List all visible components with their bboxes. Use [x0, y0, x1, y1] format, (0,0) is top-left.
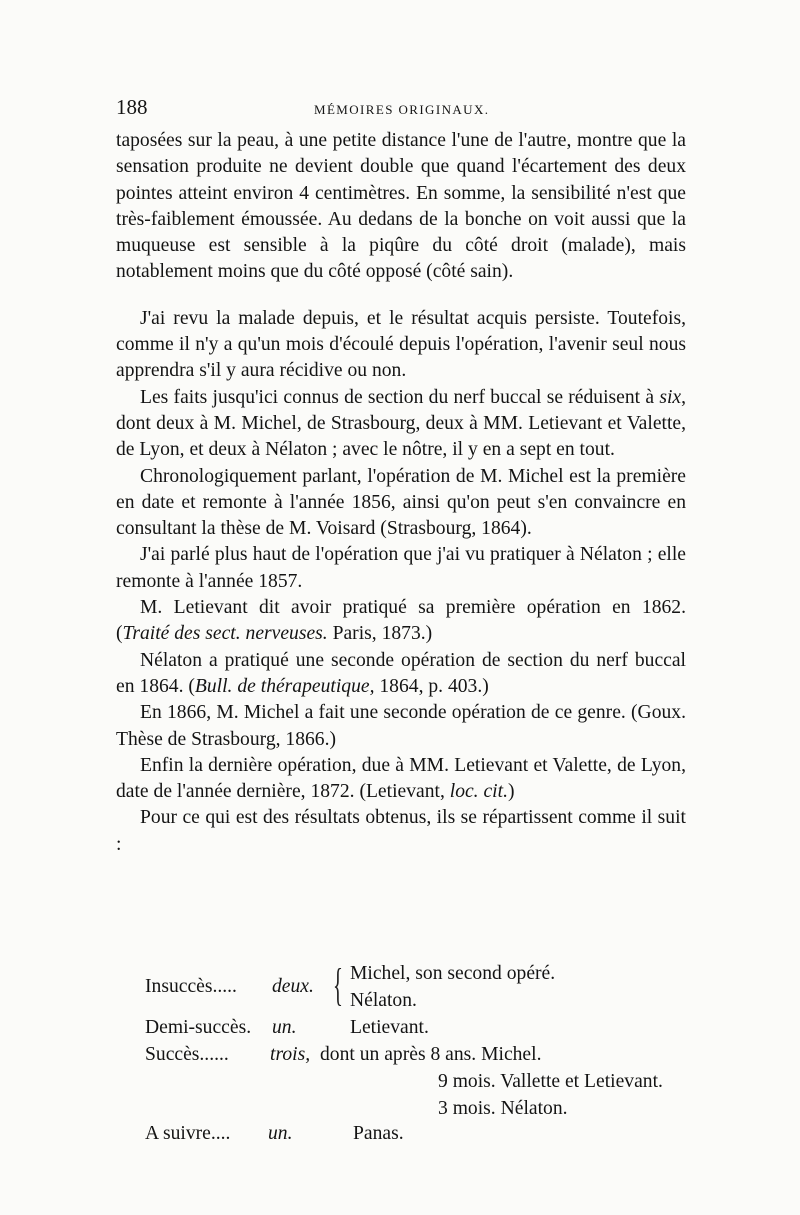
succes-line-3: 3 mois. Nélaton. [438, 1098, 568, 1119]
paragraph-2: J'ai revu la malade depuis, et le résultat acquis persiste. Toutefois, comme il n'y a qu'un mois d'écoulé depuis l'opération, l'avenir seul nous apprendra s'il y aura récidive ou non. [116, 307, 686, 382]
paragraph-9-text-b: ) [507, 781, 515, 803]
succes-label: Succès...... [145, 1044, 229, 1065]
body-text [116, 128, 686, 858]
page-header [116, 95, 686, 123]
demi-succes-name: Letievant. [350, 1017, 429, 1038]
brace-bracket: { [333, 959, 343, 1010]
paragraph-9-text-a: Enfin la dernière opération, due à MM. Letievant et Valette, de Lyon, date de l'année dernière, 1872. (Letievant, [116, 754, 686, 803]
paragraph-6 [116, 595, 686, 648]
paragraph-6-text-b: Paris, 1873.) [327, 623, 433, 645]
demi-succes-count: un. [272, 1017, 297, 1038]
page-number: 188 [116, 95, 148, 119]
paragraph-3-text-a: Les faits jusqu'ici connus de section du nerf buccal se réduisent à [140, 386, 660, 408]
succes-count: trois, [270, 1044, 311, 1065]
paragraph-6-citation: Traité des sect. nerveuses. [122, 623, 328, 645]
paragraph-7 [116, 648, 686, 701]
paragraph-9-citation: loc. cit. [449, 781, 508, 803]
paragraph-3 [116, 385, 686, 464]
a-suivre-name: Panas. [353, 1123, 404, 1144]
paragraph-7-text-a: Nélaton a pratiqué une seconde opération de section du nerf buccal en 1864. ( [116, 649, 686, 697]
paragraph-8: En 1866, M. Michel a fait une seconde opération de ce genre. (Goux. Thèse de Strasbourg, 1866.) [116, 702, 686, 750]
paragraph-1: taposées sur la peau, à une petite distance l'une de l'autre, montre que la sensation produite ne devient double que quand l'écartement des deux pointes atteint environ 4 centimètres. En somme, la sensibilité n'est que très-faiblement émoussée. Au dedans de la bonche on voit aussi que la muqueuse est sensible à la piqûre du côté droit (malade), mais notablement moins que du côté opposé (côté sain). [116, 130, 686, 283]
running-head: MÉMOIRES ORIGINAUX. [314, 102, 490, 117]
paragraph-3-text-b: , dont deux à M. Michel, de Strasbourg, deux à MM. Letievant et Valette, de Lyon, et deux à Nélaton ; avec le nôtre, il y en a sept en tout. [116, 386, 686, 461]
paragraph-9 [116, 753, 686, 806]
insuccess-label: Insuccès..... [145, 976, 237, 997]
paragraph-10: Pour ce qui est des résultats obtenus, ils se répartissent comme il suit : [116, 807, 686, 855]
insuccess-name-1: Michel, son second opéré. [350, 963, 556, 984]
paragraph-3-emphasis: six [659, 386, 682, 408]
a-suivre-count: un. [268, 1123, 293, 1144]
paragraph-7-citation: Bull. de thérapeutique, [194, 675, 375, 697]
succes-line-2: 9 mois. Vallette et Letievant. [438, 1071, 663, 1092]
paragraph-5: J'ai parlé plus haut de l'opération que j'ai vu pratiquer à Nélaton ; elle remonte à l'année 1857. [116, 544, 686, 592]
insuccess-name-2: Nélaton. [350, 990, 417, 1011]
demi-succes-label: Demi-succès. [145, 1017, 252, 1038]
a-suivre-label: A suivre.... [145, 1123, 231, 1144]
paragraph-6-text-a: M. Letievant dit avoir pratiqué sa première opération en 1862. ( [116, 597, 686, 645]
paragraph-4: Chronologiquement parlant, l'opération de M. Michel est la première en date et remonte à l'année 1856, ainsi qu'on peut s'en convaincre en consultant la thèse de M. Voisard (Strasbourg, 1864). [116, 465, 686, 540]
insuccess-count: deux. [272, 976, 314, 997]
succes-line-1: dont un après 8 ans. Michel. [320, 1044, 542, 1065]
paragraph-7-text-b: 1864, p. 403.) [374, 675, 489, 697]
